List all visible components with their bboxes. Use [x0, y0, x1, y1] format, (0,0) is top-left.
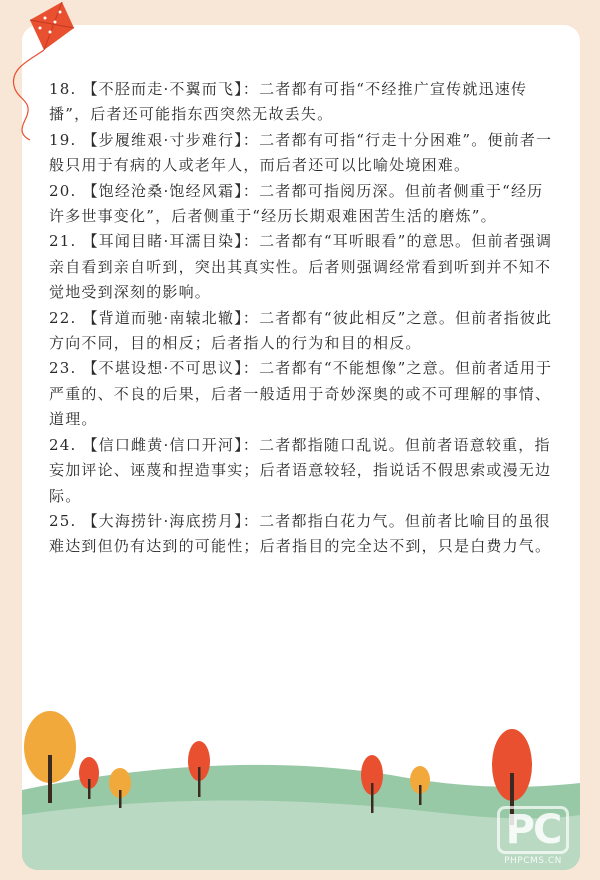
entry-text: 【大海捞针·海底捞月】：二者都指白花力气。但前者比喻目的虽很难达到但仍有达到的可能性；后者指目的完全达不到，只是白费力气。 [49, 511, 552, 556]
content-card [22, 25, 580, 870]
entry-text: 【信口雌黄·信口开河】：二者都指随口乱说。但前者语意较重，指妄加评论、诬蔑和捏造事实；后者语意较轻，指说话不假思索或漫无边际。 [49, 435, 552, 505]
entry-number: 25. [49, 511, 77, 530]
idiom-list [49, 77, 554, 560]
entry-number: 24. [49, 435, 77, 454]
entry-text: 【不胫而走·不翼而飞】：二者都有可指“不经推广宣传就迅速传播”，后者还可能指东西突然无故丢失。 [49, 80, 528, 124]
site-watermark [490, 806, 576, 864]
entry-text: 【耳闻目睹·耳濡目染】：二者都有“耳听眼看”的意思。但前者强调亲自看到亲自听到，突出其真实性。后者则强调经常看到听到并不知不觉地受到深刻的影响。 [49, 232, 553, 302]
list-item [49, 128, 554, 179]
entry-number: 21. [49, 232, 77, 251]
entry-text: 【背道而驰·南辕北辙】：二者都有“彼此相反”之意。但前者指彼此方向不同，目的相反；后者指人的行为和目的相反。 [49, 308, 553, 353]
list-item [49, 77, 554, 128]
entry-number: 23. [49, 359, 77, 378]
list-item [49, 509, 554, 560]
entry-number: 20. [49, 181, 77, 200]
watermark-logo: PC [497, 806, 570, 854]
list-item [49, 229, 554, 305]
entry-number: 22. [49, 308, 77, 327]
entry-text: 【步履维艰·寸步难行】：二者都有可指“行走十分困难”。便前者一般只用于有病的人或老年人，而后者还可以比喻处境困难。 [49, 130, 553, 175]
watermark-site: PHPCMS.CN [504, 856, 562, 866]
list-item [49, 356, 554, 432]
kite-icon [0, 0, 90, 150]
entry-number: 19. [49, 130, 77, 149]
entry-number: 18. [49, 80, 77, 98]
entry-text: 【饱经沧桑·饱经风霜】：二者都可指阅历深。但前者侧重于“经历许多世事变化”，后者侧重于“经历长期艰难困苦生活的磨炼”。 [49, 181, 544, 226]
list-item [49, 306, 554, 357]
list-item [49, 179, 554, 230]
entry-text: 【不堪设想·不可思议】：二者都有“不能想像”之意。但前者适用于严重的、不良的后果，后者一般适用于奇妙深奥的或不可理解的事情、道理。 [49, 359, 553, 429]
list-item [49, 433, 554, 509]
